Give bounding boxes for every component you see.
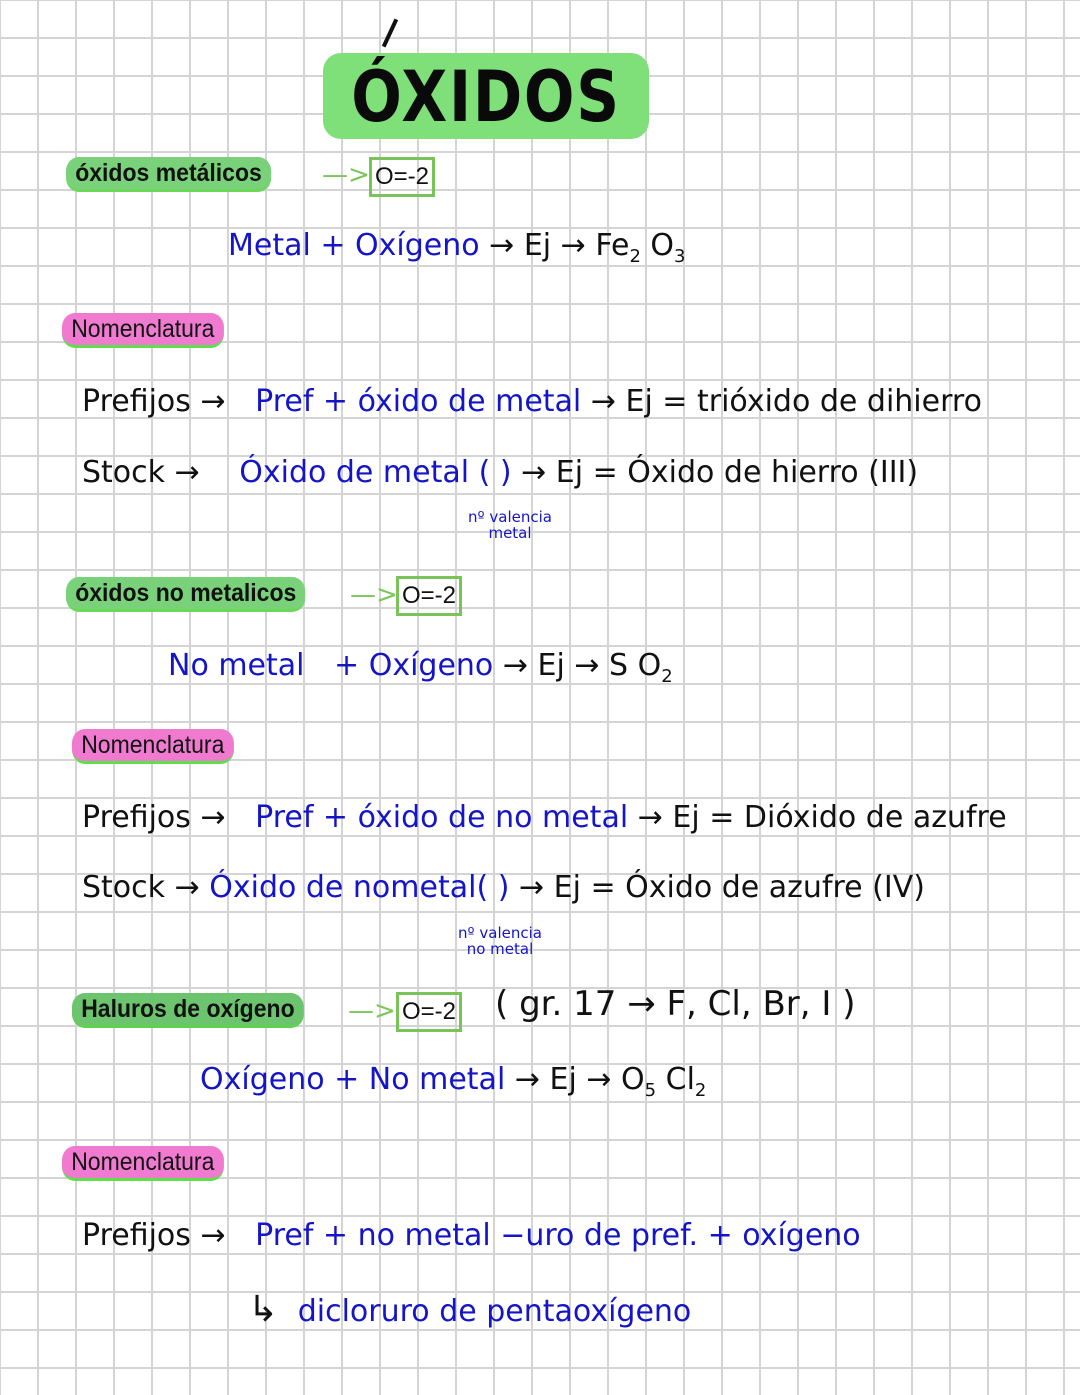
formula-plus: + Oxígeno — [320, 228, 480, 263]
formula-line: No metal + Oxígeno → Ej → S $O_2$ — [168, 648, 673, 687]
formula-line: Oxígeno + No metal → $Ej \to O_5$ $Cl_2$ — [200, 1062, 707, 1101]
formula-line — [228, 228, 686, 275]
heading-haluros-de-oxigeno: Haluros de oxígeno — [72, 993, 304, 1028]
arrow-icon: —> — [322, 160, 370, 190]
nomenclatura-label: Nomenclatura — [62, 1146, 224, 1181]
page-title: ÓXIDOS — [351, 56, 621, 138]
return-arrow-icon: ↳ — [248, 1289, 279, 1330]
oxidation-state-box: O=-2 — [396, 576, 462, 616]
prefijos-line: Prefijos → Pref + no metal −uro de pref. + oxígeno — [82, 1218, 861, 1253]
oxidation-state-box: O=-2 — [396, 992, 462, 1032]
title-accent-mark — [382, 19, 398, 48]
group-note: ( gr. 17 → F, Cl, Br, I ) — [495, 984, 856, 1024]
prefijos-line: Prefijos → Pref + óxido de no metal → Ej = Dióxido de azufre — [82, 800, 1007, 835]
heading-oxidos-no-metalicos: óxidos no metalicos — [66, 577, 306, 612]
formula-example: $Fe_2$ $O_3$ — [595, 228, 686, 267]
stock-line: Stock → Óxido de metal ( ) → Ej = Óxido de hierro (III) — [82, 455, 919, 490]
formula-left: Metal — [228, 228, 311, 263]
arrow-icon: —> — [348, 996, 396, 1026]
valence-note: nº valencia metal — [468, 508, 552, 542]
valence-note: nº valencia no metal — [458, 924, 542, 958]
nomenclatura-label: Nomenclatura — [62, 313, 224, 348]
arrow-icon: —> — [350, 580, 398, 610]
stock-line: Stock → Óxido de nometal( ) → Ej = Óxido de azufre (IV) — [82, 870, 925, 905]
oxidation-state-box: O=-2 — [369, 157, 435, 197]
prefijos-line: Prefijos → Pref + óxido de metal → Ej = trióxido de dihierro — [82, 384, 982, 419]
heading-oxidos-metalicos: óxidos metálicos — [66, 157, 271, 192]
formula-arrow: → Ej → — [489, 228, 586, 263]
prefijos-example-line: ↳ dicloruro de pentaoxígeno — [248, 1289, 692, 1330]
nomenclatura-label: Nomenclatura — [72, 729, 234, 764]
